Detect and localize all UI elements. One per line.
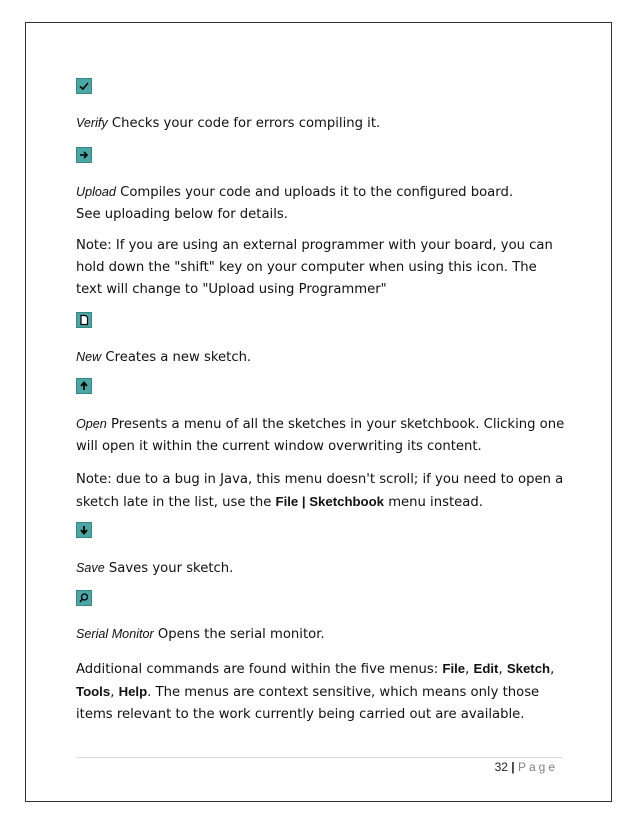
upload-note: Note: If you are using an external programmer with your board, you can hold down the "shift" key on your computer when using this icon. The text will change to "Upload using Programmer" [76, 238, 553, 297]
java-note [76, 469, 566, 514]
serial-monitor-description [76, 623, 566, 646]
save-description [76, 557, 566, 580]
upload-icon [76, 147, 92, 163]
new-text: Creates a new sketch. [101, 350, 252, 365]
java-note-suffix: menu instead. [384, 495, 483, 510]
save-term: Save [76, 561, 105, 575]
footer-divider [76, 757, 562, 758]
save-text: Saves your sketch. [104, 561, 234, 576]
upload-description [76, 181, 566, 226]
save-icon [76, 522, 92, 538]
footer-separator: | [511, 760, 515, 774]
open-text: Presents a menu of all the sketches in your sketchbook. Clicking one will open it within the current window overwriting its content. [76, 417, 565, 454]
serial-monitor-text: Opens the serial monitor. [153, 627, 325, 642]
open-term: Open [76, 417, 107, 431]
serial-monitor-term: Serial Monitor [76, 627, 154, 641]
page-label: Page [517, 760, 558, 774]
menus-paragraph: Additional commands are found within the five menus: File, Edit, Sketch, Tools, Help. The menus are context sensitive, which means only those items relevant to the work currently being carried out are available. [76, 661, 555, 722]
page-number: 32 [494, 760, 508, 774]
upload-text: Compiles your code and uploads it to the configured board. [115, 185, 514, 200]
upload-term: Upload [76, 185, 116, 199]
verify-term: Verify [76, 116, 108, 130]
verify-text: Checks your code for errors compiling it. [107, 116, 381, 131]
page-footer [495, 760, 558, 774]
menu-edit: Edit [473, 661, 499, 676]
menu-help: Help [118, 684, 148, 699]
verify-icon [76, 78, 92, 94]
menus-prefix: Additional commands are found within the five menus: [76, 662, 443, 677]
java-note-bold: File | Sketchbook [275, 494, 384, 509]
open-description [76, 413, 566, 458]
menu-file: File [442, 661, 466, 676]
upload-text-line2: See uploading below for details. [76, 207, 288, 222]
menus-suffix: The menus are context sensitive, which means only those items relevant to the work currently being carried out are available. [76, 685, 540, 722]
new-description [76, 346, 566, 369]
java-note-prefix: Note: due to a bug in Java, this menu doesn't scroll; if you need to open a sketch late in the list, use the [76, 472, 564, 510]
menu-sketch: Sketch [506, 661, 551, 676]
new-term: New [76, 350, 102, 364]
verify-description [76, 112, 566, 135]
menu-tools: Tools [76, 684, 111, 699]
new-icon [76, 312, 92, 328]
serial-monitor-icon [76, 590, 92, 606]
open-icon [76, 378, 92, 394]
